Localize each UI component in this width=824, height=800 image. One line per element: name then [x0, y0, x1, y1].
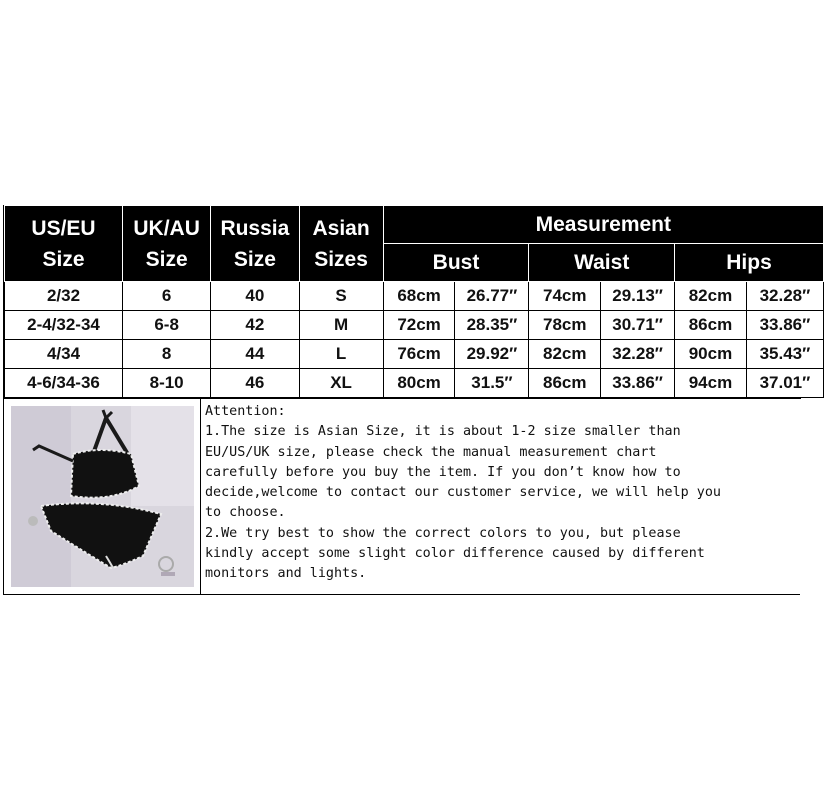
cell-waist-in: 33.86″ [601, 369, 675, 398]
cell-us-eu: 4/34 [5, 340, 123, 369]
table-row [5, 369, 824, 398]
cell-bust-in: 29.92″ [455, 340, 529, 369]
cell-uk-au: 6-8 [123, 311, 211, 340]
cell-asian: L [299, 340, 383, 369]
notes-line: 2.We try best to show the correct colors to you, but please [205, 525, 681, 541]
table-row [5, 282, 824, 311]
cell-waist-in: 30.71″ [601, 311, 675, 340]
cell-waist-cm: 82cm [529, 340, 601, 369]
cell-us-eu: 2/32 [5, 282, 123, 311]
bikini-photo-image [11, 406, 194, 587]
attention-section [4, 398, 801, 596]
product-photo [11, 406, 194, 587]
cell-bust-cm: 72cm [383, 311, 455, 340]
table-row [5, 311, 824, 340]
cell-bust-cm: 80cm [383, 369, 455, 398]
cell-hips-cm: 90cm [675, 340, 747, 369]
cell-uk-au: 8-10 [123, 369, 211, 398]
attention-notes [200, 399, 801, 595]
size-table [4, 205, 824, 398]
size-chart [3, 205, 811, 595]
cell-asian: M [299, 311, 383, 340]
cell-bust-in: 31.5″ [455, 369, 529, 398]
cell-bust-in: 26.77″ [455, 282, 529, 311]
cell-hips-in: 32.28″ [746, 282, 823, 311]
notes-line: monitors and lights. [205, 566, 367, 582]
cell-us-eu: 2-4/32-34 [5, 311, 123, 340]
notes-line: Attention: [205, 404, 286, 419]
cell-asian: XL [299, 369, 383, 398]
cell-russia: 42 [211, 311, 299, 340]
cell-us-eu: 4-6/34-36 [5, 369, 123, 398]
cell-uk-au: 8 [123, 340, 211, 369]
cell-bust-cm: 68cm [383, 282, 455, 311]
cell-bust-cm: 76cm [383, 340, 455, 369]
col-asian-sizes: Asian Sizes [299, 206, 383, 282]
notes-line: decide,welcome to contact our customer service, we will help you [205, 485, 721, 501]
col-measurement: Measurement [383, 206, 823, 244]
cell-hips-cm: 86cm [675, 311, 747, 340]
cell-hips-in: 33.86″ [746, 311, 823, 340]
notes-line: to choose. [205, 505, 286, 521]
cell-hips-cm: 94cm [675, 369, 747, 398]
notes-line: carefully before you buy the item. If you don’t know how to [205, 464, 681, 480]
table-row [5, 340, 824, 369]
notes-line: kindly accept some slight color difference caused by different [205, 546, 705, 562]
cell-hips-in: 37.01″ [746, 369, 823, 398]
cell-russia: 46 [211, 369, 299, 398]
cell-waist-cm: 86cm [529, 369, 601, 398]
cell-waist-in: 29.13″ [601, 282, 675, 311]
notes-line: EU/US/UK size, please check the manual measurement chart [205, 444, 657, 460]
cell-russia: 40 [211, 282, 299, 311]
cell-hips-in: 35.43″ [746, 340, 823, 369]
cell-asian: S [299, 282, 383, 311]
col-hips: Hips [675, 244, 824, 282]
col-russia-size: Russia Size [211, 206, 299, 282]
col-bust: Bust [383, 244, 529, 282]
col-us-eu-size: US/EU Size [5, 206, 123, 282]
col-uk-au-size: UK/AU Size [123, 206, 211, 282]
cell-waist-in: 32.28″ [601, 340, 675, 369]
cell-hips-cm: 82cm [675, 282, 747, 311]
cell-waist-cm: 78cm [529, 311, 601, 340]
cell-uk-au: 6 [123, 282, 211, 311]
col-waist: Waist [529, 244, 675, 282]
notes-line: 1.The size is Asian Size, it is about 1-2 size smaller than [205, 424, 681, 440]
cell-waist-cm: 74cm [529, 282, 601, 311]
cell-russia: 44 [211, 340, 299, 369]
cell-bust-in: 28.35″ [455, 311, 529, 340]
